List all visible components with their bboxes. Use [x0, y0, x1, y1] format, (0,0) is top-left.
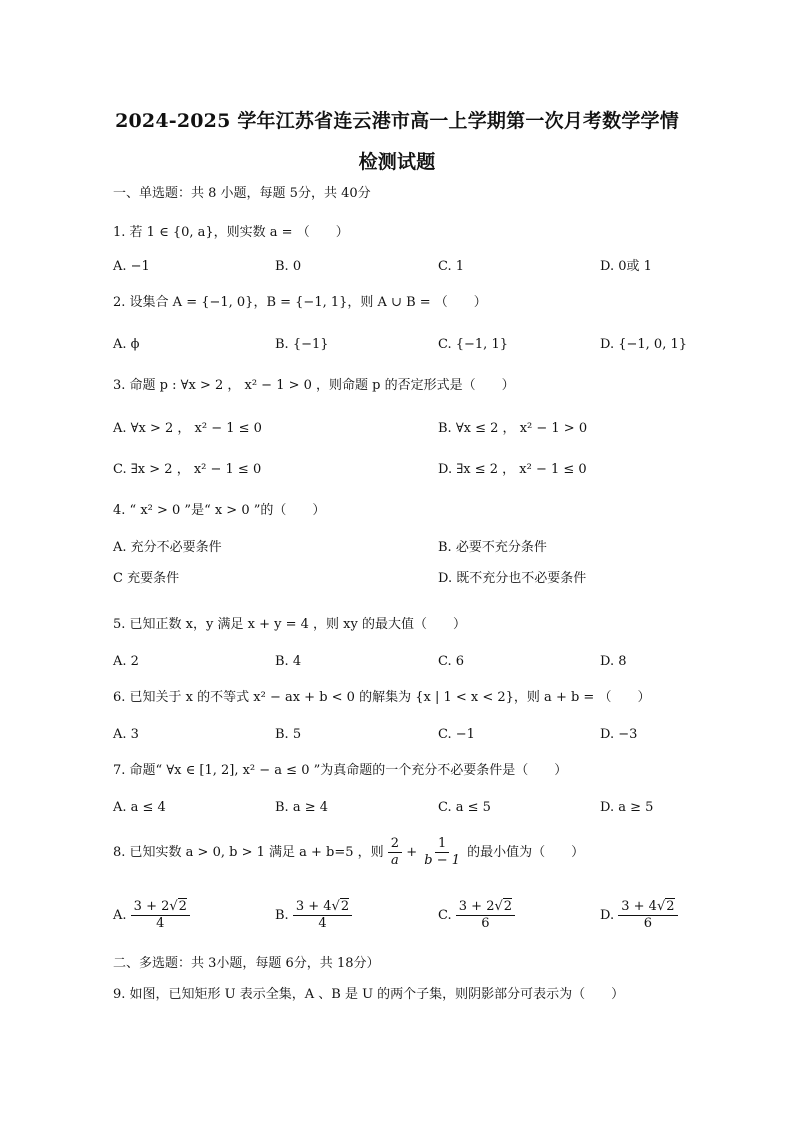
question-8-option-d[interactable]	[600, 896, 678, 936]
section-heading-single-choice: 一、单选题：共 8 小题，每题 5分，共 40分	[113, 186, 371, 201]
question-7-option-c[interactable]: C. a ≤ 5	[438, 800, 491, 815]
question-8-stem	[113, 835, 584, 871]
fraction-numerator: 3 + 4√2	[618, 899, 677, 916]
question-4-option-d[interactable]: D. 既不充分也不必要条件	[438, 571, 587, 586]
fraction-numerator: 3 + 2√2	[131, 899, 190, 916]
question-7-stem: 7. 命题“ ∀x ∈ [1, 2], x² − a ≤ 0 ”为真命题的一个充分不必要条件是（ ）	[113, 763, 568, 778]
question-8-fraction-2-over-a	[388, 836, 402, 869]
question-7-option-d[interactable]: D. a ≥ 5	[600, 800, 654, 815]
question-6-option-c[interactable]: C. −1	[438, 727, 475, 742]
option-c-fraction	[456, 899, 515, 932]
numerator-prefix: 3 + 2	[133, 899, 170, 914]
question-2-option-b[interactable]: B. {−1}	[275, 337, 329, 352]
question-8-stem-prefix: 8. 已知实数 a > 0, b > 1 满足 a + b=5 ，则	[113, 845, 384, 860]
question-1-option-d[interactable]: D. 0或 1	[600, 259, 652, 274]
question-4-option-b[interactable]: B. 必要不充分条件	[438, 540, 547, 555]
question-8-option-c[interactable]	[438, 896, 515, 936]
question-3-option-a[interactable]: A. ∀x > 2 ， x² − 1 ≤ 0	[113, 421, 262, 436]
question-7-option-b[interactable]: B. a ≥ 4	[275, 800, 328, 815]
question-7-option-a[interactable]: A. a ≤ 4	[113, 800, 166, 815]
question-3-stem: 3. 命题 p : ∀x > 2 ， x² − 1 > 0 ，则命题 p 的否定形式是（ ）	[113, 378, 515, 393]
fraction-denominator: 6	[643, 916, 653, 931]
plus-sign: +	[406, 845, 418, 860]
option-label: B.	[275, 908, 289, 923]
page-title-line1: 2024-2025 学年江苏省连云港市高一上学期第一次月考数学学情	[115, 110, 679, 132]
question-9-stem: 9. 如图，已知矩形 U 表示全集，A 、B 是 U 的两个子集，则阴影部分可表示为（ ）	[113, 987, 625, 1002]
question-4-option-c[interactable]: C 充要条件	[113, 571, 180, 586]
question-6-option-b[interactable]: B. 5	[275, 727, 302, 742]
question-4-stem: 4. “ x² > 0 ”是“ x > 0 ”的（ ）	[113, 503, 326, 518]
radicand: 2	[666, 899, 675, 914]
option-b-fraction	[293, 899, 352, 932]
question-5-option-d[interactable]: D. 8	[600, 654, 627, 669]
section-heading-multiple-choice: 二、多选题：共 3小题，每题 6分，共 18分）	[113, 956, 380, 971]
question-3-option-b[interactable]: B. ∀x ≤ 2 ， x² − 1 > 0	[438, 421, 588, 436]
option-a-fraction	[131, 899, 190, 932]
question-5-option-a[interactable]: A. 2	[113, 654, 139, 669]
fraction-denominator: 6	[481, 916, 490, 931]
question-8-option-a[interactable]	[113, 896, 190, 936]
question-6-option-d[interactable]: D. −3	[600, 727, 638, 742]
page-title-line2: 检测试题	[358, 151, 436, 173]
fraction-numerator: 3 + 4√2	[293, 899, 352, 916]
fraction-denominator: 4	[318, 916, 327, 931]
question-2-option-c[interactable]: C. {−1, 1}	[438, 337, 508, 352]
question-8-fraction-1-over-b-minus-1	[421, 836, 463, 869]
fraction-denominator: a	[391, 853, 399, 868]
fraction-numerator: 1	[435, 836, 449, 853]
question-1-option-c[interactable]: C. 1	[438, 259, 465, 274]
fraction-numerator: 3 + 2√2	[456, 899, 515, 916]
numerator-prefix: 3 + 4	[621, 899, 657, 914]
option-d-fraction	[618, 899, 677, 932]
question-2-option-a[interactable]: A. ϕ	[113, 337, 140, 352]
numerator-prefix: 3 + 4	[295, 899, 332, 914]
question-1-stem: 1. 若 1 ∈ {0, a}，则实数 a = （ ）	[113, 225, 349, 240]
question-5-option-c[interactable]: C. 6	[438, 654, 465, 669]
question-3-option-d[interactable]: D. ∃x ≤ 2 ， x² − 1 ≤ 0	[438, 462, 587, 477]
option-label: A.	[113, 908, 127, 923]
option-label: D.	[600, 908, 615, 923]
question-1-option-b[interactable]: B. 0	[275, 259, 302, 274]
question-8-stem-suffix: 的最小值为（ ）	[467, 845, 585, 860]
question-2-option-d[interactable]: D. {−1, 0, 1}	[600, 337, 688, 352]
question-6-stem: 6. 已知关于 x 的不等式 x² − ax + b < 0 的解集为 {x | 1 < x < 2}，则 a + b = （ ）	[113, 690, 651, 705]
question-1-option-a[interactable]: A. −1	[113, 259, 150, 274]
question-6-option-a[interactable]: A. 3	[113, 727, 139, 742]
radicand: 2	[340, 899, 350, 914]
question-2-stem: 2. 设集合 A = {−1, 0}，B = {−1, 1}，则 A ∪ B = （ ）	[113, 295, 487, 310]
radicand: 2	[178, 899, 187, 914]
numerator-prefix: 3 + 2	[458, 899, 495, 914]
fraction-numerator: 2	[388, 836, 402, 853]
question-5-stem: 5. 已知正数 x，y 满足 x + y = 4 ，则 xy 的最大值（ ）	[113, 617, 466, 632]
fraction-denominator: 4	[156, 916, 165, 931]
option-label: C.	[438, 908, 452, 923]
question-5-option-b[interactable]: B. 4	[275, 654, 302, 669]
radicand: 2	[503, 899, 513, 914]
fraction-denominator: b − 1	[424, 853, 461, 868]
question-8-option-b[interactable]	[275, 896, 352, 936]
question-3-option-c[interactable]: C. ∃x > 2 ， x² − 1 ≤ 0	[113, 462, 262, 477]
question-4-option-a[interactable]: A. 充分不必要条件	[113, 540, 222, 555]
